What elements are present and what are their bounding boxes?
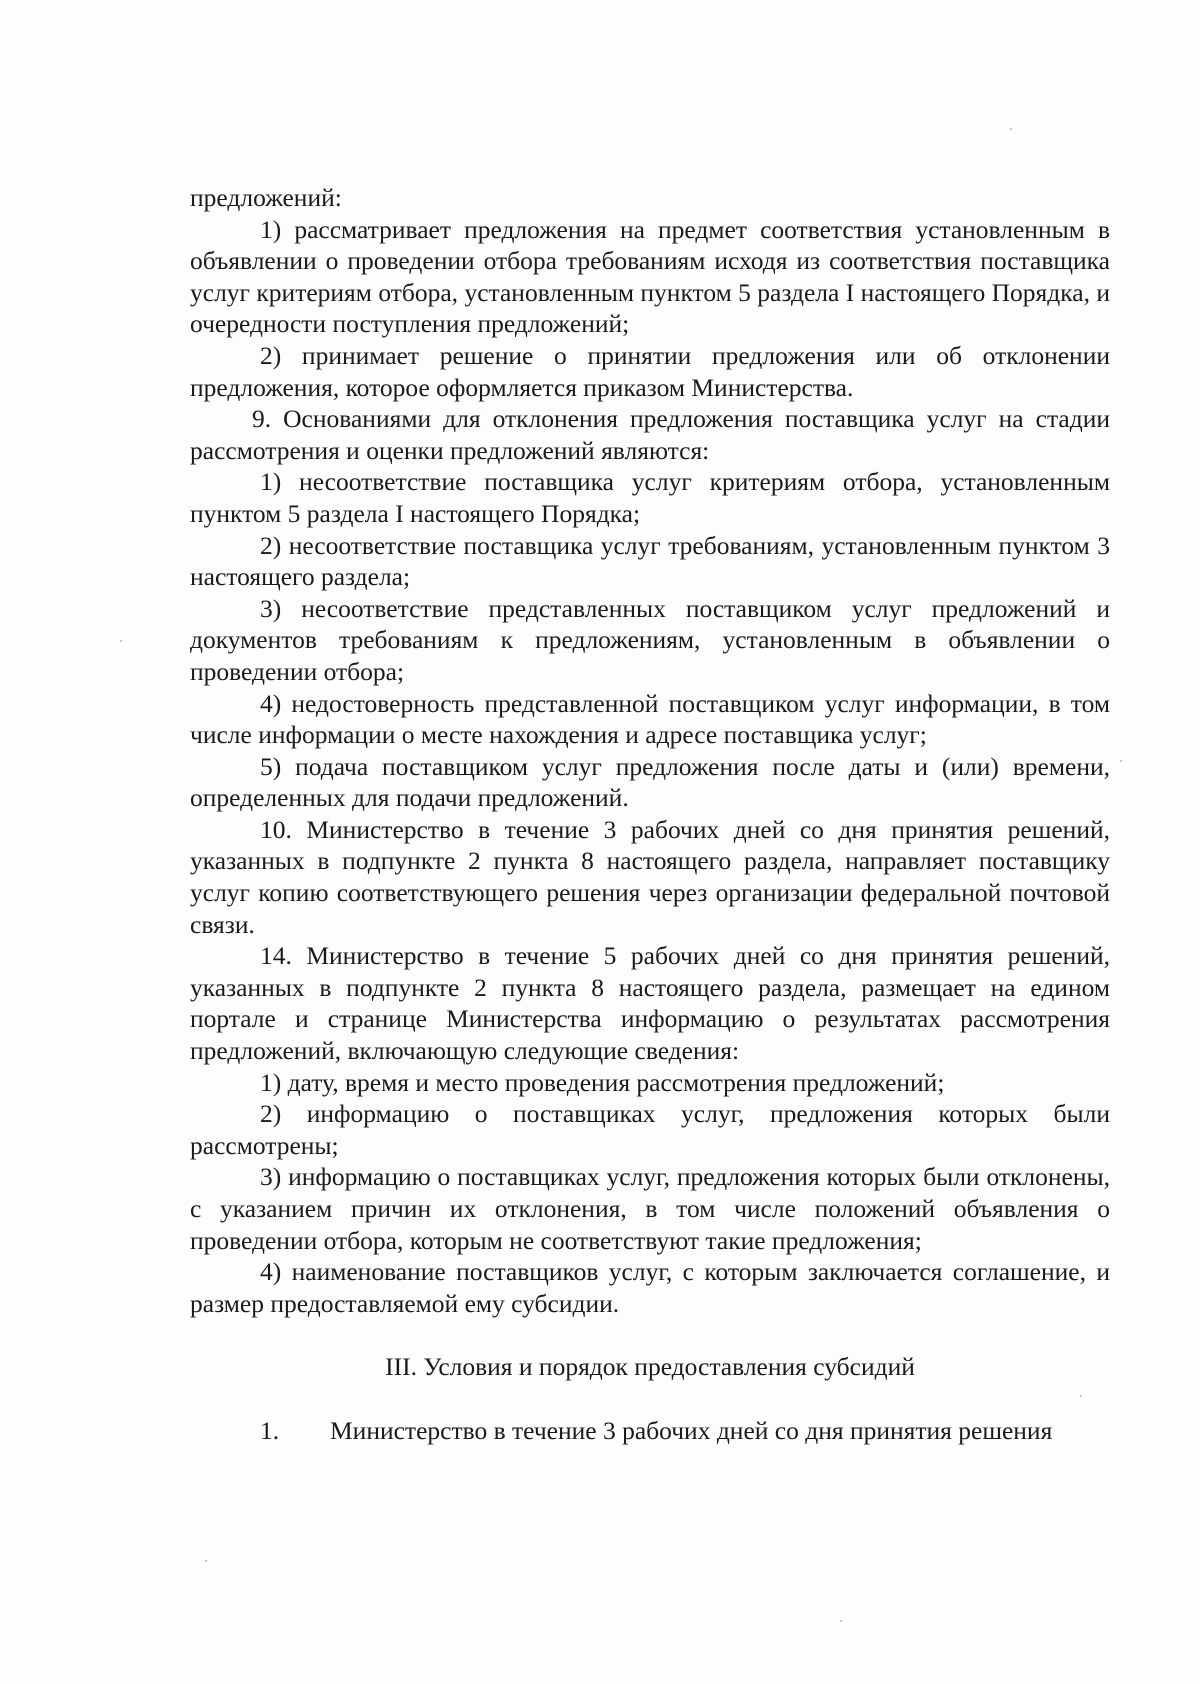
paragraph-item: 2) принимает решение о принятии предложения или об отклонении предложения, которое оформляется приказом Министерства. (190, 340, 1110, 402)
scan-speck (1120, 760, 1122, 762)
scan-speck (840, 1620, 842, 1622)
paragraph-item: 3) информацию о поставщиках услуг, предложения которых были отклонены, с указанием причин их отклонения, в том числе положений объявления о проведении отбора, которым не соответствуют такие предложения; (190, 1162, 1110, 1255)
paragraph-item: 2) информацию о поставщиках услуг, предложения которых были рассмотрены; (190, 1099, 1110, 1160)
paragraph-point-9: 9. Основаниями для отклонения предложения поставщика услуг на стадии рассмотрения и оценки предложений являются: (190, 404, 1110, 465)
scan-speck (205, 1560, 207, 1562)
paragraph-item: 5) подача поставщиком услуг предложения после даты и (или) времени, определенных для подачи предложений. (190, 751, 1110, 813)
document-body (190, 182, 1110, 1447)
paragraph-point-10: 10. Министерство в течение 3 рабочих дней со дня принятия решений, указанных в подпункте 2 пункта 8 настоящего раздела, направляет поставщику услуг копию соответствующего решения через организации федеральной почтовой связи. (190, 814, 1110, 939)
paragraph-continuation: предложений: (190, 183, 342, 212)
final-item-text: Министерство в течение 3 рабочих дней со дня принятия решения (330, 1415, 1053, 1445)
paragraph-item: 1) дату, время и место проведения рассмотрения предложений; (260, 1067, 945, 1097)
scan-speck (1010, 128, 1012, 130)
paragraph-item: 4) наименование поставщиков услуг, с которым заключается соглашение, и размер предоставляемой ему субсидии. (190, 1257, 1110, 1318)
paragraph-item: 4) недостоверность представленной поставщиком услуг информации, в том числе информации о месте нахождения и адресе поставщика услуг; (190, 688, 1110, 750)
paragraph-item: 1) рассматривает предложения на предмет соответствия установленным в объявлении о проведении отбора требованиям исходя из соответствия поставщика услуг критериям отбора, установленным пунктом 5 раздела I настоящего Порядка, и очередности поступления предложений; (190, 214, 1110, 339)
scan-speck (120, 640, 122, 642)
paragraph-item: 3) несоответствие представленных поставщиком услуг предложений и документов требованиям к предложениям, установленным в объявлении о проведении отбора; (190, 593, 1110, 686)
final-item (190, 1415, 1110, 1447)
final-item-number: 1. (260, 1415, 280, 1445)
section-heading: III. Условия и порядок предоставления субсидий (385, 1352, 915, 1382)
paragraph-item: 1) несоответствие поставщика услуг критериям отбора, установленным пунктом 5 раздела I настоящего Порядка; (190, 467, 1110, 528)
paragraph-item: 2) несоответствие поставщика услуг требованиям, установленным пунктом 3 настоящего раздела; (190, 530, 1110, 592)
paragraph-point-14: 14. Министерство в течение 5 рабочих дней со дня принятия решений, указанных в подпункте 2 пункта 8 настоящего раздела, размещает на едином портале и странице Министерства информацию о результатах рассмотрения предложений, включающую следующие сведения: (190, 941, 1110, 1066)
